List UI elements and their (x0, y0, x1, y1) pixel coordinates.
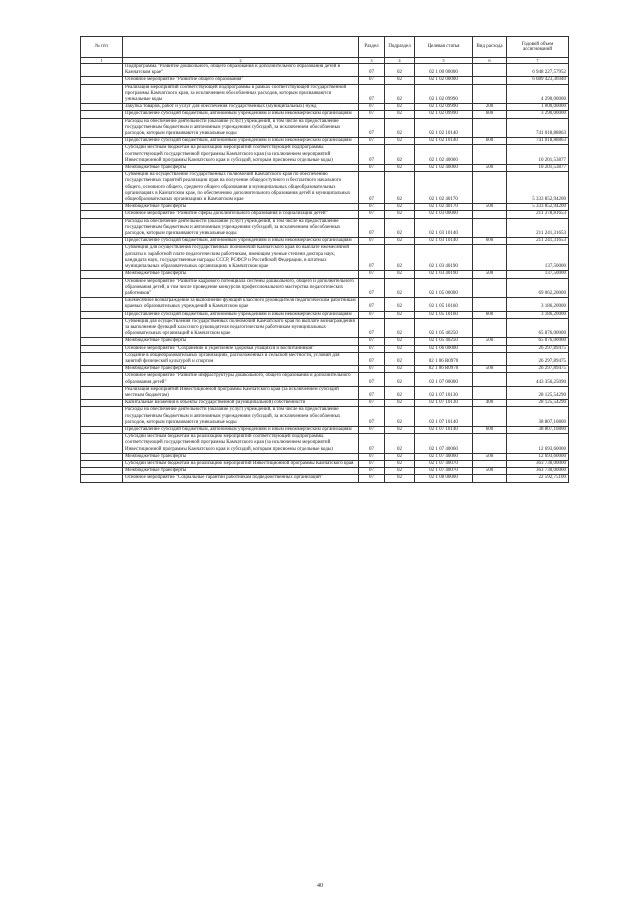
cell-target-article: 02 1 06 R0970 (415, 352, 473, 365)
cell-podrazdel: 02 (385, 345, 415, 352)
cell-target-article: 02 1 02 40060 (415, 145, 473, 165)
cell-target-article: 02 1 02 10140 (415, 118, 473, 138)
cell-amount: 137,50000 (507, 271, 569, 278)
cell-target-article: 02 1 05 10160 (415, 311, 473, 318)
cell-razdel: 07 (359, 345, 385, 352)
cell-name: Расходы на обеспечение деятельности (оказание услуг) учреждений, в том числе на предоставление государственным бюджетным и автономным учреждениям субсидий, за исключением обособленных расходов, которым присваиваются уникальные коды (123, 218, 359, 238)
cell-podrazdel: 02 (385, 460, 415, 467)
cell-razdel: 07 (359, 373, 385, 386)
cell-name: Ежемесячное вознаграждение за выполнение функций классного руководителя педагогическим работникам краевых образовательных учреждений в Камчатском крае (123, 298, 359, 311)
cell-name: Основное мероприятие "Развитие инфраструктуры дошкольного, общего образования и дополнительного образования детей" (123, 373, 359, 386)
cell-expense-type (473, 434, 507, 454)
cell-name: Субсидии местным бюджетам на реализацию мероприятий соответствующей подпрограммы соответствующей государственной программы Камчатского края (за исключением мероприятий Инвестиционной программы Камчатского края и субсидий, которым присвоены отдельные коды) (123, 145, 359, 165)
cell-index (81, 373, 123, 386)
cell-podrazdel: 02 (385, 468, 415, 475)
budget-table-sheet (80, 36, 568, 483)
cell-expense-type: 500 (473, 271, 507, 278)
cell-podrazdel: 02 (385, 84, 415, 104)
cell-target-article: 02 1 07 10130 (415, 400, 473, 407)
cell-razdel: 07 (359, 118, 385, 138)
cell-expense-type (473, 145, 507, 165)
cell-index (81, 218, 123, 238)
cell-amount: 65 876,00000 (507, 318, 569, 338)
cell-amount: 28 125,54290 (507, 400, 569, 407)
cell-podrazdel: 02 (385, 218, 415, 238)
cell-index (81, 407, 123, 427)
cell-index (81, 111, 123, 118)
table-row (81, 298, 569, 311)
table-row (81, 111, 569, 118)
cell-target-article: 02 1 00 00000 (415, 64, 473, 77)
cell-index (81, 475, 123, 482)
cell-name: Субсидии местным бюджетам на реализацию мероприятий соответствующей подпрограммы соответствующей государственной программы Камчатского края (за исключением мероприятий Инвестиционной программы Камчатского края и субсидий, которым присвоены отдельные коды) (123, 434, 359, 454)
cell-name: Предоставление субсидий бюджетным, автономным учреждениям и иным некоммерческим организациям (123, 311, 359, 318)
table-row (81, 468, 569, 475)
column-number: 4 (385, 58, 415, 64)
cell-expense-type (473, 64, 507, 77)
cell-razdel: 07 (359, 352, 385, 365)
cell-amount: 741 018,88863 (507, 118, 569, 138)
cell-amount: 443 356,25090 (507, 373, 569, 386)
cell-index (81, 468, 123, 475)
cell-razdel: 07 (359, 245, 385, 271)
cell-razdel: 07 (359, 172, 385, 204)
cell-index (81, 278, 123, 298)
cell-target-article: 02 1 07 40070 (415, 460, 473, 467)
cell-amount: 22 592,75100 (507, 475, 569, 482)
cell-name: Межбюджетные трансферты (123, 453, 359, 460)
cell-razdel: 07 (359, 77, 385, 84)
cell-expense-type (473, 278, 507, 298)
cell-razdel: 07 (359, 218, 385, 238)
cell-razdel: 07 (359, 138, 385, 145)
cell-amount: 211 241,31653 (507, 238, 569, 245)
cell-name: Межбюджетные трансферты (123, 366, 359, 373)
cell-razdel: 07 (359, 104, 385, 111)
header-expense-type: Вид расхода (473, 37, 507, 58)
cell-name: Предоставление субсидий бюджетным, автономным учреждениям и иным некоммерческим организациям (123, 426, 359, 433)
cell-index (81, 84, 123, 104)
cell-target-article: 02 1 07 10140 (415, 407, 473, 427)
cell-index (81, 453, 123, 460)
table-row (81, 204, 569, 211)
cell-expense-type (473, 345, 507, 352)
table-row (81, 434, 569, 454)
column-number: 1 (81, 58, 123, 64)
cell-podrazdel: 02 (385, 434, 415, 454)
cell-index (81, 172, 123, 204)
cell-expense-type (473, 318, 507, 338)
cell-name: Подпрограмма "Развитие дошкольного, общего образования и дополнительного образования детей в Камчатском крае" (123, 64, 359, 77)
cell-razdel: 07 (359, 386, 385, 399)
header-razdel: Раздел (359, 37, 385, 58)
table-row (81, 138, 569, 145)
cell-target-article: 02 1 07 40060 (415, 434, 473, 454)
cell-razdel: 07 (359, 84, 385, 104)
header-num: № п/п (81, 37, 123, 58)
cell-target-article: 02 1 02 00000 (415, 77, 473, 84)
cell-name: Межбюджетные трансферты (123, 338, 359, 345)
cell-name: Основное мероприятие "Развитие сферы дополнительного образования и социализации детей" (123, 211, 359, 218)
table-header-row (81, 37, 569, 58)
column-number: 7 (507, 58, 569, 64)
cell-amount: 6 948 227,57952 (507, 64, 569, 77)
table-row (81, 145, 569, 165)
cell-name: Расходы на обеспечение деятельности (оказание услуг) учреждений, в том числе на предоставление государственным бюджетным и автономным учреждениям субсидий, за исключением обособленных расходов, которым присваиваются уникальные коды (123, 118, 359, 138)
cell-razdel: 07 (359, 204, 385, 211)
table-row (81, 352, 569, 365)
column-number: 6 (473, 58, 507, 64)
cell-target-article: 02 1 02 09990 (415, 84, 473, 104)
cell-podrazdel: 02 (385, 426, 415, 433)
cell-target-article: 02 1 02 40060 (415, 165, 473, 172)
cell-target-article: 02 1 06 00000 (415, 345, 473, 352)
table-row (81, 238, 569, 245)
cell-amount: 363 730,00000 (507, 468, 569, 475)
cell-expense-type (473, 211, 507, 218)
page-number: 40 (317, 883, 323, 889)
cell-name: Создание в общеобразовательных организациях, расположенных в сельской местности, условий для занятий физической культурой и спортом (123, 352, 359, 365)
cell-podrazdel: 02 (385, 64, 415, 77)
cell-target-article: 02 1 05 40250 (415, 338, 473, 345)
cell-expense-type (473, 352, 507, 365)
cell-amount: 5 333 852,94200 (507, 172, 569, 204)
cell-index (81, 165, 123, 172)
cell-name: Расходы на обеспечение деятельности (оказание услуг) учреждений, в том числе на предоставление государственным бюджетным и автономным учреждениям субсидий, за исключением обособленных расходов, которым присваиваются уникальные коды (123, 407, 359, 427)
cell-index (81, 245, 123, 271)
cell-index (81, 460, 123, 467)
cell-name: Реализация мероприятий соответствующей подпрограммы в рамках соответствующей государственной программы Камчатского края, за исключением обособленных расходов, которым присваиваются уникальные коды (123, 84, 359, 104)
cell-podrazdel: 02 (385, 298, 415, 311)
cell-index (81, 204, 123, 211)
cell-amount: 5 333 852,94200 (507, 204, 569, 211)
table-row (81, 338, 569, 345)
cell-podrazdel: 02 (385, 104, 415, 111)
cell-podrazdel: 02 (385, 111, 415, 118)
cell-name: Основное мероприятие "Развитие кадрового потенциала системы дошкольного, общего и дополнительного образования детей, в том числе проведение конкурсов профессионального мастерства педагогических работников" (123, 278, 359, 298)
cell-name: Предоставление субсидий бюджетным, автономным учреждениям и иным некоммерческим организациям (123, 238, 359, 245)
cell-podrazdel: 02 (385, 373, 415, 386)
cell-expense-type: 400 (473, 400, 507, 407)
cell-podrazdel: 02 (385, 145, 415, 165)
cell-target-article: 02 1 03 00000 (415, 211, 473, 218)
cell-expense-type: 600 (473, 311, 507, 318)
cell-podrazdel: 02 (385, 118, 415, 138)
table-row (81, 211, 569, 218)
cell-index (81, 352, 123, 365)
cell-name: Субвенция для осуществления государственных полномочий Камчатского края по выплате вознаграждения за выполнение функций классного руководителя педагогическим работникам муниципальных образовательных организаций в Камчатском крае (123, 318, 359, 338)
cell-index (81, 138, 123, 145)
cell-expense-type: 200 (473, 104, 507, 111)
cell-amount: 10 201,53877 (507, 145, 569, 165)
cell-name: Основное мероприятие "Социальные гарантии работникам подведомственных организаций" (123, 475, 359, 482)
table-row (81, 318, 569, 338)
cell-razdel: 07 (359, 238, 385, 245)
cell-target-article: 02 1 08 00000 (415, 475, 473, 482)
cell-target-article: 02 1 07 00000 (415, 373, 473, 386)
cell-podrazdel: 02 (385, 475, 415, 482)
cell-target-article: 02 1 07 40070 (415, 468, 473, 475)
cell-name: Предоставление субсидий бюджетным, автономным учреждениям и иным некоммерческим организациям (123, 138, 359, 145)
cell-razdel: 07 (359, 426, 385, 433)
cell-amount: 38 807,10800 (507, 407, 569, 427)
cell-name: Межбюджетные трансферты (123, 204, 359, 211)
table-row (81, 366, 569, 373)
table-row (81, 218, 569, 238)
cell-name: Межбюджетные трансферты (123, 271, 359, 278)
table-row (81, 278, 569, 298)
cell-expense-type: 600 (473, 426, 507, 433)
cell-index (81, 64, 123, 77)
cell-razdel: 07 (359, 460, 385, 467)
cell-name: Субвенции для осуществления государственных полномочий Камчатского края по выплате ежемесячной доплаты к заработной плате педагогическим работникам, имеющим ученые степени доктора наук, кандидата наук, государственные награды СССР, РСФСР и Российской Федерации, в штатных муниципальных образовательных организациях в Камчатском крае (123, 245, 359, 271)
cell-name: Реализация мероприятий Инвестиционной программы Камчатского края (за исключением субсидий местным бюджетам) (123, 386, 359, 399)
cell-expense-type: 500 (473, 204, 507, 211)
cell-expense-type: 600 (473, 111, 507, 118)
cell-index (81, 434, 123, 454)
cell-expense-type (473, 298, 507, 311)
cell-podrazdel: 02 (385, 318, 415, 338)
cell-index (81, 77, 123, 84)
cell-index (81, 298, 123, 311)
cell-razdel: 07 (359, 468, 385, 475)
cell-amount: 10 201,53877 (507, 165, 569, 172)
table-row (81, 453, 569, 460)
cell-amount: 1 000,00000 (507, 104, 569, 111)
table-row (81, 400, 569, 407)
cell-amount: 3 186,20000 (507, 298, 569, 311)
cell-amount: 26 297,89475 (507, 345, 569, 352)
cell-amount: 211 378,81653 (507, 211, 569, 218)
cell-expense-type (473, 172, 507, 204)
cell-name: Основное мероприятие "Развитие общего образования" (123, 77, 359, 84)
cell-expense-type (473, 245, 507, 271)
budget-table (80, 36, 569, 483)
cell-target-article: 02 1 02 40170 (415, 204, 473, 211)
cell-razdel: 07 (359, 400, 385, 407)
table-row (81, 118, 569, 138)
cell-target-article: 02 1 07 10140 (415, 426, 473, 433)
cell-index (81, 318, 123, 338)
cell-podrazdel: 02 (385, 311, 415, 318)
cell-amount: 363 730,00000 (507, 460, 569, 467)
cell-razdel: 07 (359, 475, 385, 482)
table-row (81, 475, 569, 482)
table-row (81, 373, 569, 386)
header-annual-amount: Годовой объем ассигнований (507, 37, 569, 58)
cell-target-article: 02 1 05 40250 (415, 318, 473, 338)
cell-razdel: 07 (359, 145, 385, 165)
cell-index (81, 386, 123, 399)
cell-expense-type: 600 (473, 138, 507, 145)
table-row (81, 245, 569, 271)
cell-name: Закупка товаров, работ и услуг для обеспечения государственных (муниципальных) нужд (123, 104, 359, 111)
cell-amount: 3 186,20000 (507, 311, 569, 318)
cell-razdel: 07 (359, 271, 385, 278)
cell-name: Субвенции на осуществление государственных полномочий Камчатского края по обеспечению государственных гарантий реализации прав на получение общедоступного и бесплатного начального общего, основного общего, среднего общего образования в муниципальных общеобразовательных организациях в Камчатском крае, по обеспечению дополнительного образования детей в муниципальных общеобразовательных организациях в Камчатском крае (123, 172, 359, 204)
cell-target-article: 02 1 03 40190 (415, 245, 473, 271)
cell-podrazdel: 02 (385, 338, 415, 345)
cell-razdel: 07 (359, 318, 385, 338)
cell-podrazdel: 02 (385, 453, 415, 460)
cell-expense-type (473, 118, 507, 138)
cell-razdel: 07 (359, 338, 385, 345)
cell-podrazdel: 02 (385, 211, 415, 218)
cell-index (81, 400, 123, 407)
cell-razdel: 07 (359, 64, 385, 77)
cell-index (81, 104, 123, 111)
cell-index (81, 211, 123, 218)
cell-amount: 6 689 423,36940 (507, 77, 569, 84)
cell-podrazdel: 02 (385, 278, 415, 298)
cell-expense-type: 500 (473, 453, 507, 460)
cell-index (81, 366, 123, 373)
table-row (81, 165, 569, 172)
cell-expense-type: 500 (473, 165, 507, 172)
cell-razdel: 07 (359, 111, 385, 118)
cell-amount: 28 125,54290 (507, 386, 569, 399)
table-row (81, 64, 569, 77)
cell-name: Межбюджетные трансферты (123, 165, 359, 172)
column-number: 2 (123, 58, 359, 64)
cell-podrazdel: 02 (385, 77, 415, 84)
cell-target-article: 02 1 07 40060 (415, 453, 473, 460)
cell-podrazdel: 02 (385, 165, 415, 172)
cell-index (81, 345, 123, 352)
cell-expense-type: 600 (473, 238, 507, 245)
cell-index (81, 238, 123, 245)
table-row (81, 77, 569, 84)
cell-index (81, 338, 123, 345)
cell-expense-type (473, 386, 507, 399)
cell-podrazdel: 02 (385, 204, 415, 211)
cell-razdel: 07 (359, 211, 385, 218)
cell-razdel: 07 (359, 434, 385, 454)
cell-index (81, 145, 123, 165)
cell-amount: 3 290,00000 (507, 111, 569, 118)
cell-target-article: 02 1 05 10160 (415, 298, 473, 311)
cell-target-article: 02 1 03 40190 (415, 271, 473, 278)
cell-name: Межбюджетные трансферты (123, 468, 359, 475)
cell-target-article: 02 1 07 10130 (415, 386, 473, 399)
cell-podrazdel: 02 (385, 238, 415, 245)
cell-podrazdel: 02 (385, 407, 415, 427)
cell-expense-type: 500 (473, 338, 507, 345)
cell-amount: 38 807,10800 (507, 426, 569, 433)
cell-expense-type (473, 475, 507, 482)
cell-expense-type: 500 (473, 366, 507, 373)
cell-amount: 137,50000 (507, 245, 569, 271)
cell-amount: 12 693,60000 (507, 453, 569, 460)
header-podrazdel: Подраздел (385, 37, 415, 58)
cell-name: Предоставление субсидий бюджетным, автономным учреждениям и иным некоммерческим организациям (123, 111, 359, 118)
cell-expense-type (473, 77, 507, 84)
cell-amount: 741 018,88863 (507, 138, 569, 145)
table-row (81, 386, 569, 399)
cell-razdel: 07 (359, 278, 385, 298)
cell-amount: 211 241,31653 (507, 218, 569, 238)
cell-index (81, 118, 123, 138)
cell-expense-type (473, 460, 507, 467)
cell-podrazdel: 02 (385, 366, 415, 373)
cell-razdel: 07 (359, 366, 385, 373)
cell-target-article: 02 1 06 R0970 (415, 366, 473, 373)
cell-razdel: 07 (359, 311, 385, 318)
cell-name: Капитальные вложения в объекты государственной (муниципальной) собственности (123, 400, 359, 407)
header-name (123, 37, 359, 58)
cell-target-article: 02 1 03 10140 (415, 238, 473, 245)
table-row (81, 311, 569, 318)
cell-podrazdel: 02 (385, 386, 415, 399)
cell-expense-type: 500 (473, 468, 507, 475)
table-row (81, 84, 569, 104)
cell-podrazdel: 02 (385, 352, 415, 365)
cell-target-article: 02 1 03 10140 (415, 218, 473, 238)
cell-expense-type (473, 84, 507, 104)
cell-expense-type (473, 407, 507, 427)
cell-index (81, 271, 123, 278)
cell-target-article: 02 1 02 10140 (415, 138, 473, 145)
table-row (81, 426, 569, 433)
cell-podrazdel: 02 (385, 400, 415, 407)
cell-expense-type (473, 218, 507, 238)
cell-razdel: 07 (359, 298, 385, 311)
cell-razdel: 07 (359, 165, 385, 172)
cell-amount: 26 297,89475 (507, 366, 569, 373)
cell-target-article: 02 1 05 00000 (415, 278, 473, 298)
cell-index (81, 426, 123, 433)
cell-amount: 12 693,60000 (507, 434, 569, 454)
cell-razdel: 07 (359, 407, 385, 427)
cell-index (81, 311, 123, 318)
cell-amount: 4 290,00000 (507, 84, 569, 104)
cell-amount: 26 297,89475 (507, 352, 569, 365)
table-row (81, 271, 569, 278)
cell-target-article: 02 1 02 09990 (415, 104, 473, 111)
cell-target-article: 02 1 02 09990 (415, 111, 473, 118)
cell-name: Основное мероприятие "Сохранение и укрепление здоровья учащихся и воспитанников" (123, 345, 359, 352)
cell-razdel: 07 (359, 453, 385, 460)
cell-podrazdel: 02 (385, 245, 415, 271)
cell-expense-type (473, 373, 507, 386)
cell-name: Субсидии местным бюджетам на реализацию мероприятий Инвестиционной программы Камчатского края (123, 460, 359, 467)
header-target-article: Целевая статья (415, 37, 473, 58)
table-body (81, 64, 569, 483)
cell-podrazdel: 02 (385, 271, 415, 278)
column-number: 5 (415, 58, 473, 64)
cell-target-article: 02 1 02 40170 (415, 172, 473, 204)
cell-amount: 65 876,00000 (507, 338, 569, 345)
cell-podrazdel: 02 (385, 172, 415, 204)
cell-podrazdel: 02 (385, 138, 415, 145)
table-row (81, 407, 569, 427)
table-row (81, 345, 569, 352)
column-number: 3 (359, 58, 385, 64)
cell-amount: 69 062,20000 (507, 278, 569, 298)
table-row (81, 172, 569, 204)
table-row (81, 104, 569, 111)
table-row (81, 460, 569, 467)
